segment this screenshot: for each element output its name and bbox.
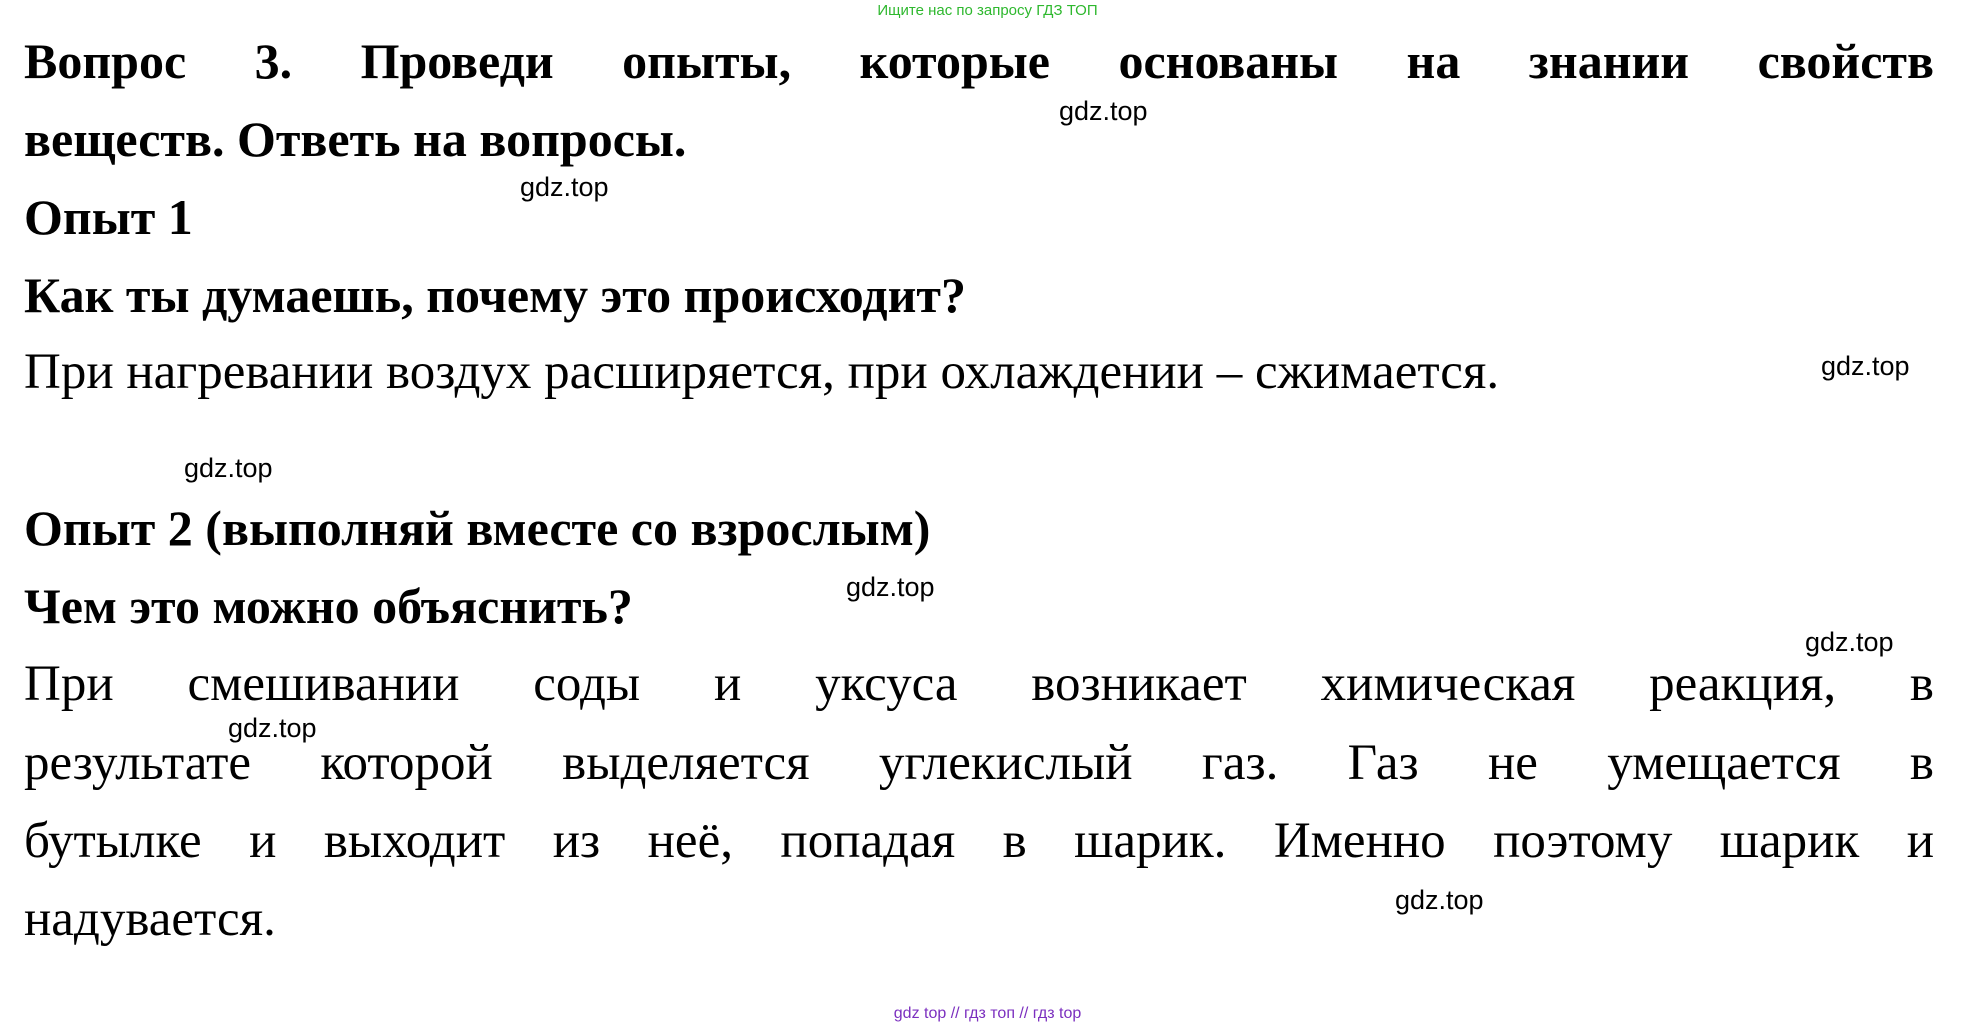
watermark: gdz.top xyxy=(1821,351,1910,381)
experiment-1-title: Опыт 1 xyxy=(24,189,193,245)
experiment-1-answer: При нагревании воздух расширяется, при охлаждении – сжимается. xyxy=(24,344,1500,400)
watermark: gdz.top xyxy=(228,713,317,743)
experiment-2-answer-line-1: При смешивании соды и уксуса возникает химическая реакция, в xyxy=(24,656,1934,712)
search-banner: Ищите нас по запросу ГДЗ ТОП xyxy=(877,2,1098,19)
experiment-2-answer-line-3: бутылке и выходит из неё, попадая в шарик. Именно поэтому шарик и xyxy=(24,813,1934,869)
watermark: gdz.top xyxy=(1805,627,1894,657)
watermark: gdz.top xyxy=(1059,96,1148,126)
question-heading-line-1: Вопрос 3. Проведи опыты, которые основаны на знании свойств xyxy=(24,33,1934,89)
footer-watermark: gdz top // гдз топ // гдз top xyxy=(893,1005,1082,1022)
watermark: gdz.top xyxy=(184,453,273,483)
watermark: gdz.top xyxy=(520,172,609,202)
experiment-2-answer-line-2: результате которой выделяется углекислый газ. Газ не умещается в xyxy=(24,735,1934,791)
question-heading-line-2: веществ. Ответь на вопросы. xyxy=(24,111,687,167)
watermark: gdz.top xyxy=(1395,885,1484,915)
experiment-2-answer-line-4: надувается. xyxy=(24,891,276,947)
experiment-2-title: Опыт 2 (выполняй вместе со взрослым) xyxy=(24,500,931,556)
watermark: gdz.top xyxy=(846,572,935,602)
experiment-1-question: Как ты думаешь, почему это происходит? xyxy=(24,267,966,323)
experiment-2-question: Чем это можно объяснить? xyxy=(24,578,633,634)
